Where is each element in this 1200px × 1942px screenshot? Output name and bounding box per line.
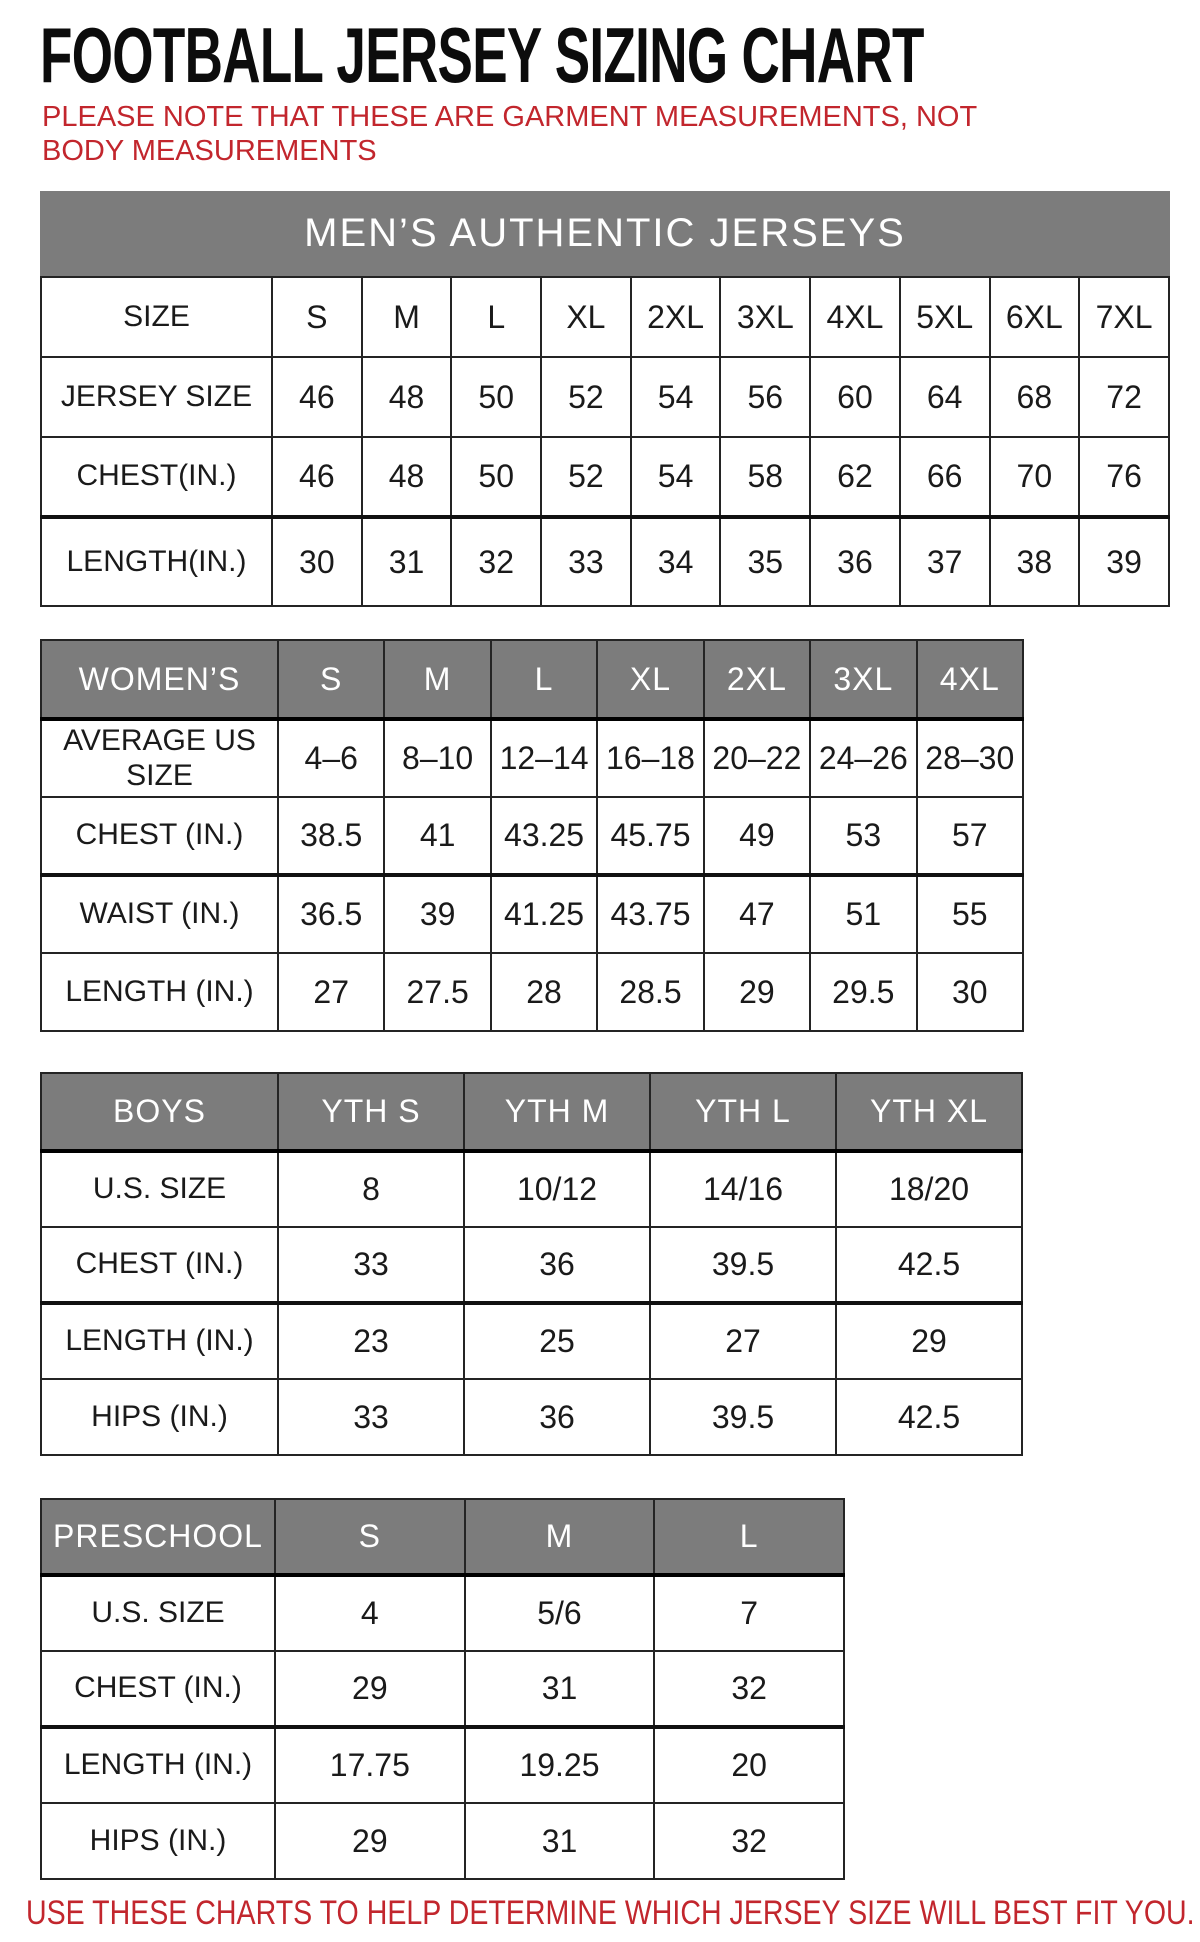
- measurement-cell: 24–26: [810, 719, 916, 797]
- table-row: [41, 357, 1169, 437]
- table-row: [41, 1575, 844, 1651]
- row-label: WAIST (IN.): [41, 875, 278, 953]
- table-row: [41, 1303, 1022, 1379]
- measurement-cell: 72: [1079, 357, 1169, 437]
- table-header-label: WOMEN’S: [41, 640, 278, 719]
- measurement-cell: 55: [917, 875, 1023, 953]
- measurement-cell: 53: [810, 797, 916, 875]
- measurement-cell: 45.75: [597, 797, 703, 875]
- measurement-cell: 58: [720, 437, 810, 517]
- measurement-cell: 31: [362, 517, 452, 606]
- size-column-header: L: [491, 640, 597, 719]
- measurement-cell: 47: [704, 875, 810, 953]
- measurement-cell: 32: [654, 1651, 844, 1727]
- measurement-cell: 39.5: [650, 1379, 836, 1455]
- measurement-cell: 20: [654, 1727, 844, 1803]
- row-label: JERSEY SIZE: [41, 357, 272, 437]
- measurement-cell: 18/20: [836, 1151, 1022, 1227]
- row-label: U.S. SIZE: [41, 1151, 278, 1227]
- size-column-header: L: [654, 1499, 844, 1575]
- measurement-cell: 7: [654, 1575, 844, 1651]
- measurement-cell: 10/12: [464, 1151, 650, 1227]
- measurement-cell: 60: [810, 357, 900, 437]
- measurement-cell: 56: [720, 357, 810, 437]
- measurement-cell: 4: [275, 1575, 465, 1651]
- measurement-cell: 54: [631, 357, 721, 437]
- table-header-row: [41, 1499, 844, 1575]
- table-row: [41, 1379, 1022, 1455]
- preschool-size-table: [40, 1498, 845, 1880]
- measurement-cell: 29.5: [810, 953, 916, 1031]
- measurement-cell: 41.25: [491, 875, 597, 953]
- measurement-cell: 33: [541, 517, 631, 606]
- size-column-header: 3XL: [810, 640, 916, 719]
- womens-size-table: [40, 639, 1024, 1032]
- garment-measurement-note: PLEASE NOTE THAT THESE ARE GARMENT MEASUREMENTS, NOT BODY MEASUREMENTS: [42, 101, 977, 167]
- measurement-cell: 34: [631, 517, 721, 606]
- measurement-cell: 20–22: [704, 719, 810, 797]
- measurement-cell: 42.5: [836, 1227, 1022, 1303]
- measurement-cell: 29: [275, 1803, 465, 1879]
- measurement-cell: 27: [650, 1303, 836, 1379]
- measurement-cell: 48: [362, 357, 452, 437]
- measurement-cell: 43.75: [597, 875, 703, 953]
- table-row: [41, 277, 1169, 357]
- measurement-cell: 5XL: [900, 277, 990, 357]
- measurement-cell: 64: [900, 357, 990, 437]
- measurement-cell: 62: [810, 437, 900, 517]
- measurement-cell: S: [272, 277, 362, 357]
- page-title: FOOTBALL JERSEY SIZING CHART: [40, 11, 924, 99]
- table-row: [41, 875, 1023, 953]
- measurement-cell: 32: [451, 517, 541, 606]
- measurement-cell: 8–10: [384, 719, 490, 797]
- measurement-cell: 36.5: [278, 875, 384, 953]
- measurement-cell: 39: [384, 875, 490, 953]
- measurement-cell: 16–18: [597, 719, 703, 797]
- table-row: [41, 1727, 844, 1803]
- measurement-cell: 28.5: [597, 953, 703, 1031]
- measurement-cell: 31: [465, 1651, 655, 1727]
- measurement-cell: 29: [704, 953, 810, 1031]
- size-column-header: YTH M: [464, 1073, 650, 1151]
- measurement-cell: 28: [491, 953, 597, 1031]
- measurement-cell: 54: [631, 437, 721, 517]
- measurement-cell: 36: [810, 517, 900, 606]
- size-column-header: YTH S: [278, 1073, 464, 1151]
- measurement-cell: 12–14: [491, 719, 597, 797]
- measurement-cell: 8: [278, 1151, 464, 1227]
- measurement-cell: 46: [272, 357, 362, 437]
- measurement-cell: 70: [990, 437, 1080, 517]
- table-header-label: PRESCHOOL: [41, 1499, 275, 1575]
- measurement-cell: 68: [990, 357, 1080, 437]
- row-label: CHEST (IN.): [41, 797, 278, 875]
- measurement-cell: 38.5: [278, 797, 384, 875]
- measurement-cell: 37: [900, 517, 990, 606]
- measurement-cell: 46: [272, 437, 362, 517]
- measurement-cell: 52: [541, 437, 631, 517]
- row-label: LENGTH(IN.): [41, 517, 272, 606]
- row-label: CHEST(IN.): [41, 437, 272, 517]
- measurement-cell: 27.5: [384, 953, 490, 1031]
- row-label: U.S. SIZE: [41, 1575, 275, 1651]
- boys-size-table: [40, 1072, 1023, 1456]
- table-row: [41, 953, 1023, 1031]
- mens-size-table: [40, 276, 1170, 607]
- measurement-cell: 66: [900, 437, 990, 517]
- measurement-cell: 19.25: [465, 1727, 655, 1803]
- measurement-cell: 4XL: [810, 277, 900, 357]
- measurement-cell: 33: [278, 1379, 464, 1455]
- measurement-cell: 33: [278, 1227, 464, 1303]
- measurement-cell: 6XL: [990, 277, 1080, 357]
- size-column-header: M: [384, 640, 490, 719]
- footer-note: USE THESE CHARTS TO HELP DETERMINE WHICH JERSEY SIZE WILL BEST FIT YOU.: [26, 1894, 1195, 1932]
- measurement-cell: 50: [451, 437, 541, 517]
- table-header-label: BOYS: [41, 1073, 278, 1151]
- measurement-cell: 3XL: [720, 277, 810, 357]
- measurement-cell: 27: [278, 953, 384, 1031]
- row-label: LENGTH (IN.): [41, 953, 278, 1031]
- measurement-cell: 23: [278, 1303, 464, 1379]
- size-column-header: YTH L: [650, 1073, 836, 1151]
- table-row: [41, 1803, 844, 1879]
- measurement-cell: L: [451, 277, 541, 357]
- size-column-header: M: [465, 1499, 655, 1575]
- measurement-cell: 30: [917, 953, 1023, 1031]
- measurement-cell: 76: [1079, 437, 1169, 517]
- measurement-cell: 31: [465, 1803, 655, 1879]
- measurement-cell: 51: [810, 875, 916, 953]
- measurement-cell: 4–6: [278, 719, 384, 797]
- size-column-header: XL: [597, 640, 703, 719]
- measurement-cell: 2XL: [631, 277, 721, 357]
- measurement-cell: 50: [451, 357, 541, 437]
- measurement-cell: 5/6: [465, 1575, 655, 1651]
- measurement-cell: M: [362, 277, 452, 357]
- table-row: [41, 1151, 1022, 1227]
- measurement-cell: 49: [704, 797, 810, 875]
- row-label: HIPS (IN.): [41, 1379, 278, 1455]
- table-row: [41, 1227, 1022, 1303]
- measurement-cell: 38: [990, 517, 1080, 606]
- measurement-cell: 42.5: [836, 1379, 1022, 1455]
- measurement-cell: 32: [654, 1803, 844, 1879]
- row-label: HIPS (IN.): [41, 1803, 275, 1879]
- measurement-cell: 25: [464, 1303, 650, 1379]
- row-label: CHEST (IN.): [41, 1651, 275, 1727]
- measurement-cell: 30: [272, 517, 362, 606]
- row-label: AVERAGE US SIZE: [41, 719, 278, 797]
- measurement-cell: 29: [836, 1303, 1022, 1379]
- measurement-cell: 52: [541, 357, 631, 437]
- measurement-cell: 39: [1079, 517, 1169, 606]
- size-column-header: 4XL: [917, 640, 1023, 719]
- measurement-cell: 35: [720, 517, 810, 606]
- table-row: [41, 797, 1023, 875]
- measurement-cell: 43.25: [491, 797, 597, 875]
- row-label: SIZE: [41, 277, 272, 357]
- measurement-cell: 39.5: [650, 1227, 836, 1303]
- size-column-header: S: [278, 640, 384, 719]
- measurement-cell: 48: [362, 437, 452, 517]
- table-header-row: [41, 640, 1023, 719]
- measurement-cell: 57: [917, 797, 1023, 875]
- size-column-header: 2XL: [704, 640, 810, 719]
- size-column-header: YTH XL: [836, 1073, 1022, 1151]
- measurement-cell: XL: [541, 277, 631, 357]
- measurement-cell: 7XL: [1079, 277, 1169, 357]
- row-label: CHEST (IN.): [41, 1227, 278, 1303]
- table-row: [41, 517, 1169, 606]
- measurement-cell: 36: [464, 1227, 650, 1303]
- mens-table-banner: MEN’S AUTHENTIC JERSEYS: [40, 191, 1170, 276]
- measurement-cell: 14/16: [650, 1151, 836, 1227]
- row-label: LENGTH (IN.): [41, 1303, 278, 1379]
- table-row: [41, 719, 1023, 797]
- table-row: [41, 1651, 844, 1727]
- measurement-cell: 36: [464, 1379, 650, 1455]
- measurement-cell: 28–30: [917, 719, 1023, 797]
- table-header-row: [41, 1073, 1022, 1151]
- measurement-cell: 17.75: [275, 1727, 465, 1803]
- measurement-cell: 41: [384, 797, 490, 875]
- table-row: [41, 437, 1169, 517]
- measurement-cell: 29: [275, 1651, 465, 1727]
- row-label: LENGTH (IN.): [41, 1727, 275, 1803]
- size-column-header: S: [275, 1499, 465, 1575]
